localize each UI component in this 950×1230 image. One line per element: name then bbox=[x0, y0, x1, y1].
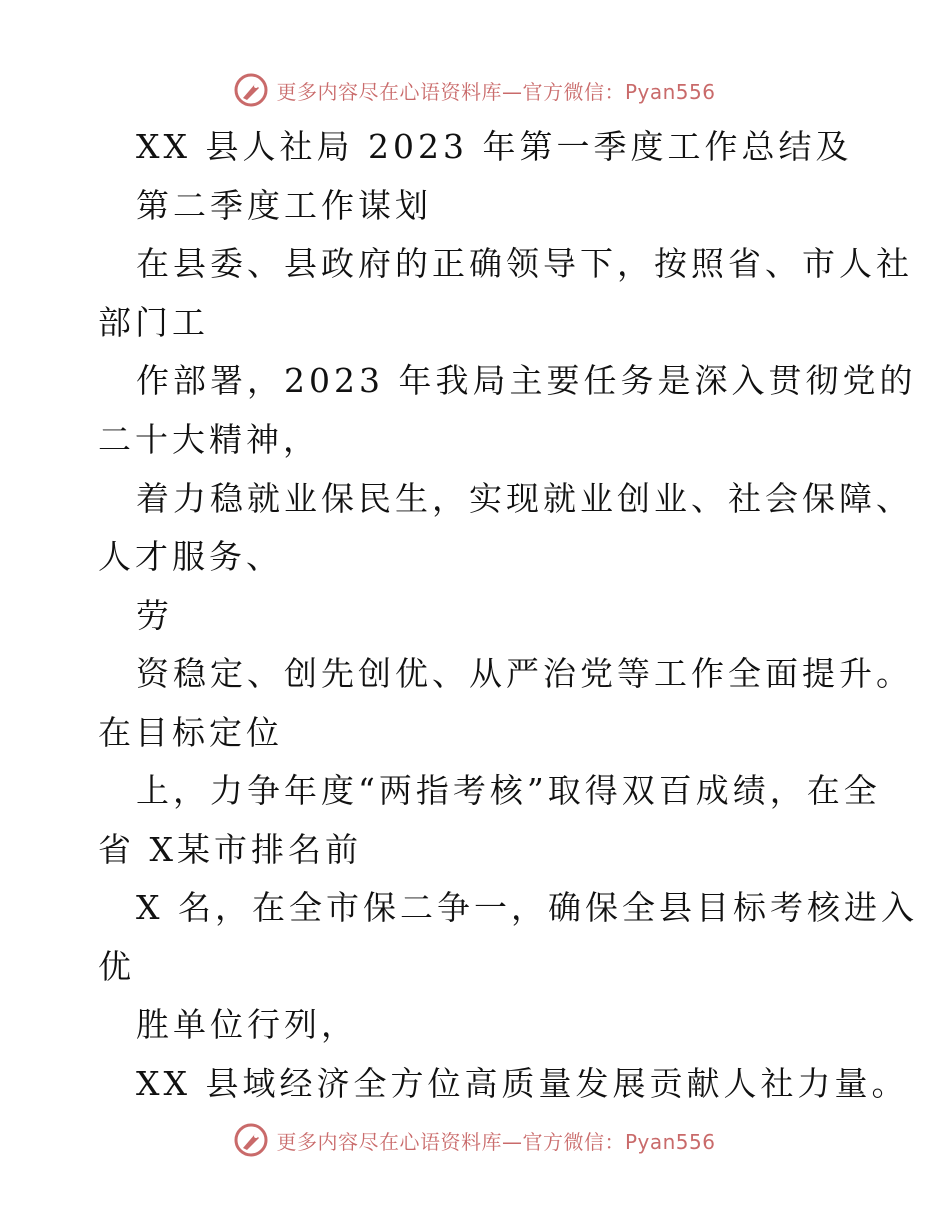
body-line: 着力稳就业保民生，实现就业创业、社会保障、 bbox=[136, 479, 913, 518]
body-line: 省 X某市排名前 bbox=[98, 830, 362, 869]
watermark-text: 更多内容尽在心语资料库—官方微信：Pyan556 bbox=[276, 79, 716, 104]
body-line: 人才服务、 bbox=[98, 537, 283, 576]
body-line: XX 县域经济全方位高质量发展贡献人社力量。 bbox=[136, 1064, 909, 1103]
title-line-2: 第二季度工作谋划 bbox=[136, 186, 432, 225]
body-line: 劳 bbox=[136, 596, 173, 635]
watermark-footer bbox=[0, 1120, 950, 1160]
body-line: X 名，在全市保二争一，确保全县目标考核进入 bbox=[136, 888, 918, 927]
body-line: 二十大精神， bbox=[98, 420, 320, 459]
body-line: 在县委、县政府的正确领导下，按照省、市人社 bbox=[136, 244, 913, 283]
pen-nib-logo-icon bbox=[234, 1123, 268, 1157]
body-line: 资稳定、创先创优、从严治党等工作全面提升。 bbox=[136, 654, 913, 693]
watermark-text: 更多内容尽在心语资料库—官方微信：Pyan556 bbox=[276, 1129, 716, 1154]
body-line: 在目标定位 bbox=[98, 713, 283, 752]
body-line: 上，力争年度“两指考核”取得双百成绩，在全 bbox=[136, 771, 881, 810]
body-line: 部门工 bbox=[98, 303, 209, 342]
body-line: 优 bbox=[98, 947, 135, 986]
body-line: 胜单位行列， bbox=[136, 1005, 358, 1044]
watermark-header bbox=[0, 70, 950, 110]
title-line-1: XX 县人社局 2023 年第一季度工作总结及 bbox=[136, 127, 853, 166]
body-line: 作部署，2023 年我局主要任务是深入贯彻党的 bbox=[136, 361, 917, 400]
pen-nib-logo-icon bbox=[234, 73, 268, 107]
